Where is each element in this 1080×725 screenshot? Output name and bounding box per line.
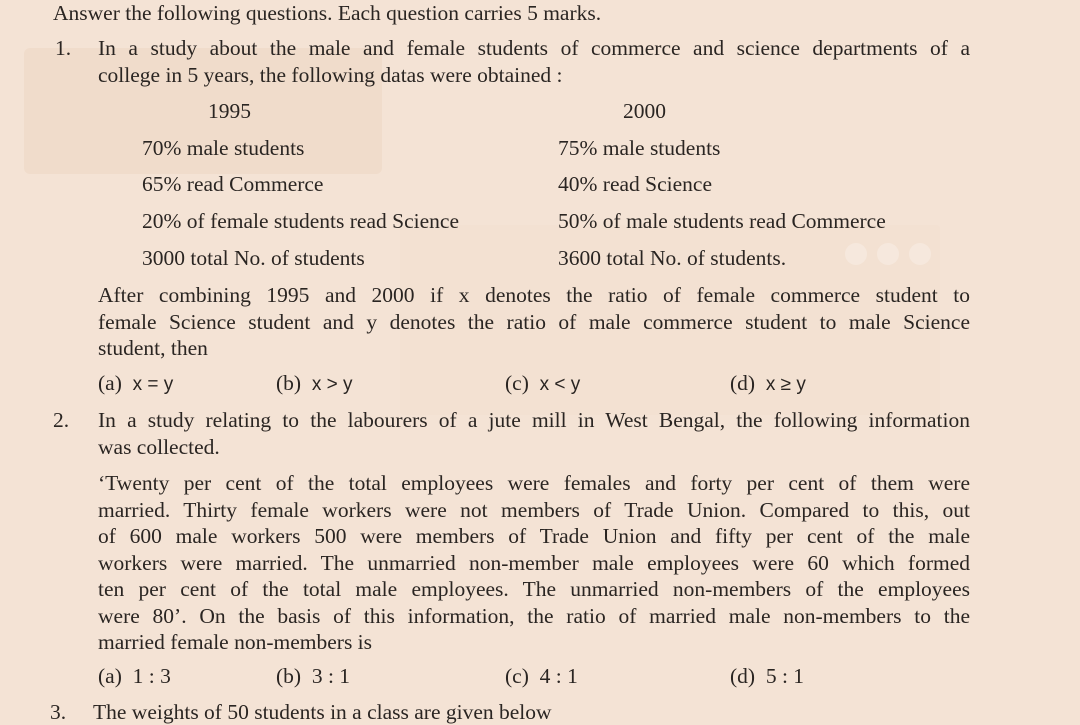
option-label: (c) xyxy=(505,664,529,688)
option-value: 5 : 1 xyxy=(765,664,805,688)
option-value: x < y xyxy=(539,374,581,395)
text-line: was collected. xyxy=(98,434,220,459)
table-cell: 75% male students xyxy=(558,136,721,160)
table-cell: 65% read Commerce xyxy=(142,172,324,196)
overlay-dots xyxy=(845,243,931,265)
question-text xyxy=(98,282,970,362)
text-line: After combining 1995 and 2000 if x denotes the ratio of female commerce student to xyxy=(98,283,970,307)
passage xyxy=(98,470,970,656)
table-cell: 70% male students xyxy=(142,136,305,160)
text-line: In a study relating to the labourers of a jute mill in West Bengal, the following information xyxy=(98,408,970,432)
text-line: of 600 male workers 500 were members of Trade Union and fifty per cent of the male xyxy=(98,524,970,548)
option-label: (b) xyxy=(276,371,302,395)
table-header: 2000 xyxy=(623,99,666,123)
option-value: x > y xyxy=(311,374,353,395)
text-line: student, then xyxy=(98,336,208,360)
option-label: (d) xyxy=(730,371,756,395)
option-a[interactable] xyxy=(98,371,173,396)
option-d[interactable] xyxy=(730,664,804,689)
table-cell: 3000 total No. of students xyxy=(142,246,365,270)
dot xyxy=(909,243,931,265)
question-number: 1. xyxy=(55,36,72,60)
option-label: (b) xyxy=(276,664,302,688)
option-value: 3 : 1 xyxy=(311,664,351,688)
text-line: married female non-members is xyxy=(98,630,373,654)
option-b[interactable] xyxy=(276,664,350,689)
option-value: x = y xyxy=(132,374,174,395)
question-number: 2. xyxy=(53,408,70,432)
option-label: (a) xyxy=(98,664,122,688)
option-c[interactable] xyxy=(505,664,578,689)
text-line: college in 5 years, the following datas were obtained : xyxy=(98,62,563,87)
option-label: (c) xyxy=(505,371,529,395)
next-question-partial xyxy=(50,700,552,725)
option-d[interactable] xyxy=(730,371,806,396)
text-line: In a study about the male and female students of commerce and science departments of a xyxy=(98,36,970,60)
text-line: female Science student and y denotes the ratio of male commerce student to male Science xyxy=(98,309,970,334)
question-text: The weights of 50 students in a class are given below xyxy=(93,700,552,724)
option-value: 4 : 1 xyxy=(539,664,578,688)
option-value: 1 : 3 xyxy=(132,664,171,688)
dot xyxy=(877,243,899,265)
text-line: were 80’. On the basis of this information, the ratio of married male non-members to the xyxy=(98,603,970,628)
table-cell: 20% of female students read Science xyxy=(142,209,459,233)
text-line: ‘Twenty per cent of the total employees were females and forty per cent of them were xyxy=(98,471,970,495)
question-number: 3. xyxy=(50,700,67,724)
text-line: ten per cent of the total male employees. The unmarried non-members of the employees xyxy=(98,577,970,601)
text-line: married. Thirty female workers were not members of Trade Union. Compared to this, out xyxy=(98,497,970,522)
question-stem xyxy=(98,35,970,88)
table-header: 1995 xyxy=(208,99,251,123)
option-c[interactable] xyxy=(505,371,580,396)
question-stem xyxy=(98,407,970,460)
table-cell: 40% read Science xyxy=(558,172,713,196)
instructions: Answer the following questions. Each question carries 5 marks. xyxy=(53,1,602,25)
table-cell: 3600 total No. of students. xyxy=(558,246,787,270)
option-label: (d) xyxy=(730,664,756,688)
option-label: (a) xyxy=(98,371,122,395)
text-line: workers were married. The unmarried non-member male employees were 60 which formed xyxy=(98,550,970,575)
table-cell: 50% of male students read Commerce xyxy=(558,209,886,233)
option-value: x ≥ y xyxy=(765,374,806,395)
dot xyxy=(845,243,867,265)
option-b[interactable] xyxy=(276,371,352,396)
option-a[interactable] xyxy=(98,664,171,689)
